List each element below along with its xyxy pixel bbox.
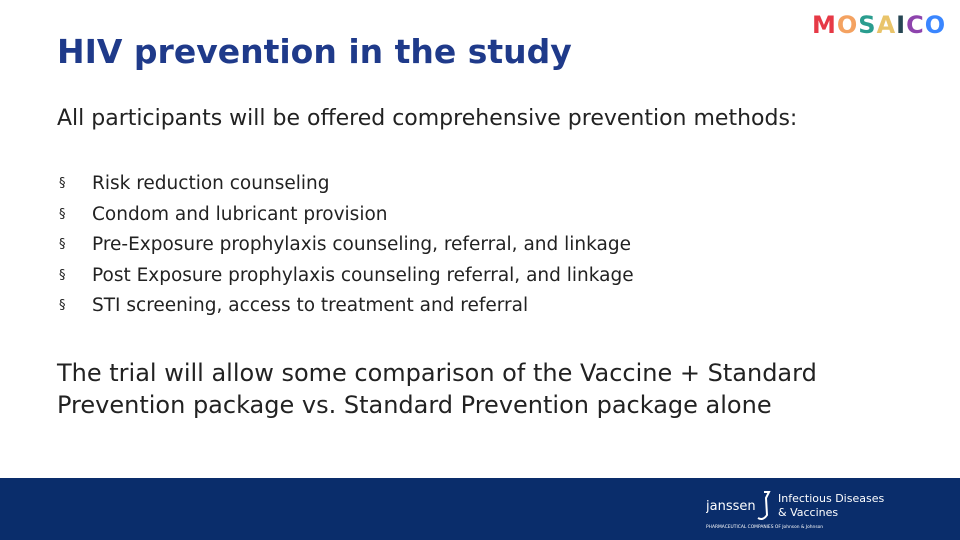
conclusion-text: The trial will allow some comparison of the Vaccine + Standard Prevention package vs. Standard Prevention package alone bbox=[57, 359, 817, 419]
list-item bbox=[57, 291, 857, 322]
page-title: HIV prevention in the study bbox=[57, 32, 572, 71]
tagline: PHARMACEUTICAL COMPANIES OF Johnson & Johnson bbox=[706, 525, 824, 530]
bullet-marker-icon: § bbox=[59, 237, 66, 253]
logo-letter: A bbox=[876, 11, 897, 39]
list-item bbox=[57, 200, 857, 231]
janssen-logo bbox=[706, 488, 906, 532]
list-item bbox=[57, 169, 857, 200]
logo-letter: C bbox=[906, 11, 925, 39]
logo-letter: O bbox=[924, 11, 947, 39]
list-item-text: Post Exposure prophylaxis counseling referral, and linkage bbox=[92, 264, 634, 286]
janssen-figure-icon bbox=[758, 492, 769, 519]
logo-letter: S bbox=[858, 11, 877, 39]
logo-letter: M bbox=[812, 11, 837, 39]
division-line-2: & Vaccines bbox=[778, 506, 839, 519]
list-item bbox=[57, 261, 857, 292]
mosaico-logo bbox=[812, 8, 947, 40]
list-item bbox=[57, 230, 857, 261]
bullet-marker-icon: § bbox=[59, 267, 66, 283]
svg-text:MOSAICO bbox=[812, 11, 946, 39]
list-item-text: STI screening, access to treatment and referral bbox=[92, 295, 529, 317]
logo-letter: O bbox=[836, 11, 859, 39]
list-item-text: Condom and lubricant provision bbox=[92, 203, 388, 225]
bullet-marker-icon: § bbox=[59, 206, 66, 222]
division-line-1: Infectious Diseases bbox=[778, 492, 885, 505]
brand-name: janssen bbox=[706, 499, 756, 514]
list-item-text: Pre-Exposure prophylaxis counseling, referral, and linkage bbox=[92, 234, 631, 256]
bullet-marker-icon: § bbox=[59, 298, 66, 314]
list-item-text: Risk reduction counseling bbox=[92, 173, 330, 194]
bullet-marker-icon: § bbox=[59, 176, 66, 191]
prevention-methods-list bbox=[57, 169, 857, 322]
intro-text: All participants will be offered comprehensive prevention methods: bbox=[57, 106, 798, 131]
logo-letter: I bbox=[896, 11, 907, 39]
